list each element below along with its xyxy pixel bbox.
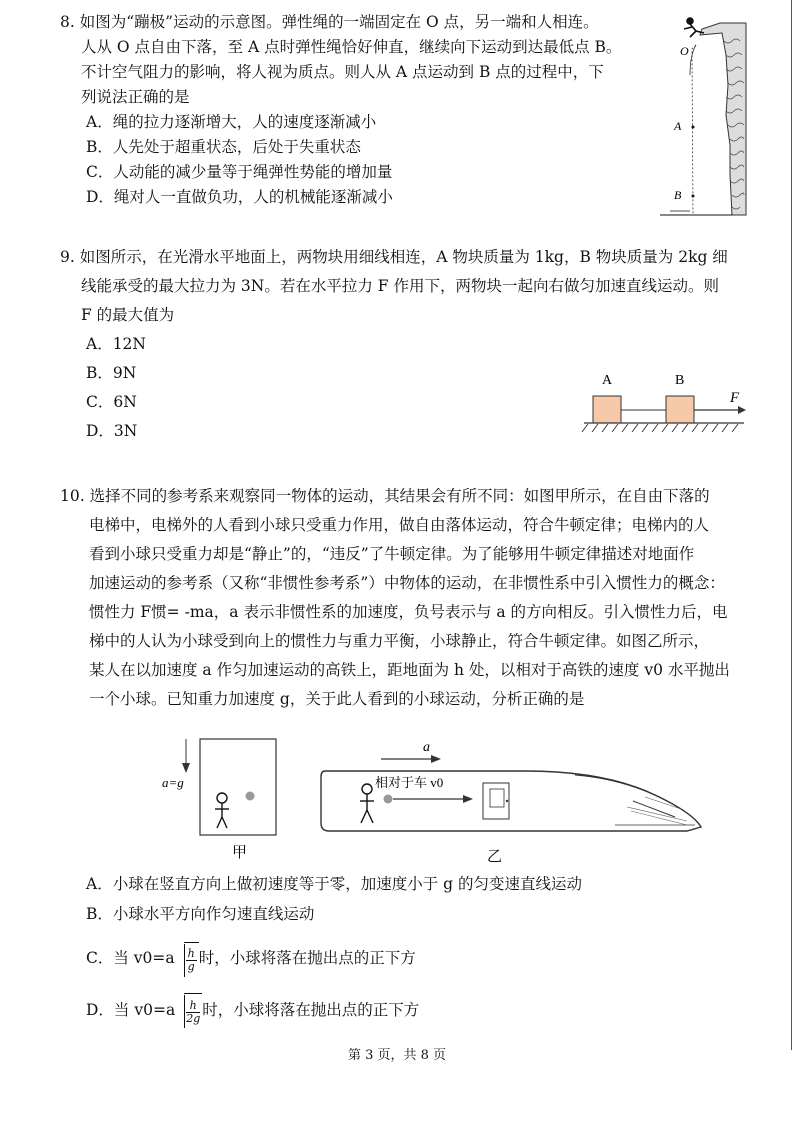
q8-label-b: B [674, 188, 682, 202]
question-8 [60, 10, 660, 210]
q10-option-d-num: h [186, 1000, 200, 1013]
q10-yi-accel-label: a [423, 740, 430, 755]
person-icon [215, 793, 229, 828]
q10-option-c[interactable] [86, 941, 776, 977]
accel-arrow-icon [431, 755, 441, 763]
q8-stem-line-2: 人从 O 点自由下落，至 A 点时弹性绳恰好伸直，继续向下运动到达最低点 B。 [81, 38, 622, 56]
q10-yi-rel-label: 相对于车 v0 [375, 775, 444, 790]
q10-option-c-den: g [187, 960, 195, 973]
q9-option-a[interactable]: A．12N [86, 335, 146, 353]
q10-jia-caption: 甲 [232, 845, 248, 861]
q9-number: 9. [60, 248, 75, 266]
q10-options [86, 872, 776, 1028]
block-a [593, 396, 621, 423]
q9-stem-line-3: F 的最大值为 [81, 306, 175, 324]
q8-stem-line [60, 10, 660, 35]
q9-stem-line-2: 线能承受的最大拉力为 3N。若在水平拉力 F 作用下，两物块一起向右做匀加速直线运动。则 [81, 277, 719, 295]
q10-figure-jia [160, 735, 290, 865]
q8-option-b[interactable]: B．人先处于超重状态，后处于失重状态 [86, 138, 361, 156]
q8-bungee-figure [660, 15, 750, 230]
q10-stem-line-3: 看到小球只受重力却是“静止”的，“违反”了牛顿定律。为了能够用牛顿定律描述对地面作 [89, 545, 695, 563]
down-arrow-icon [182, 763, 190, 773]
q10-option-c-num: h [187, 947, 195, 960]
q10-yi-caption: 乙 [487, 849, 503, 865]
q10-stem-line-6: 梯中的人认为小球受到向上的惯性力与重力平衡，小球静止，符合牛顿定律。如图乙所示， [89, 632, 710, 650]
elevator-box [200, 739, 276, 835]
q10-option-a[interactable]: A．小球在竖直方向上做初速度等于零，加速度小于 g 的匀变速直线运动 [86, 875, 582, 893]
q8-option-d[interactable]: D．绳对人一直做负功，人的机械能逐渐减小 [86, 188, 393, 206]
person-icon [360, 784, 374, 823]
q10-stem-line-1: 选择不同的参考系来观察同一物体的运动，其结果会有所不同：如图甲所示，在自由下落的 [89, 487, 710, 505]
q10-jia-accel-label: a=g [162, 775, 184, 790]
q10-figure-yi [315, 735, 710, 870]
q8-option-a[interactable]: A．绳的拉力逐渐增大，人的速度逐渐减小 [86, 113, 377, 131]
q10-option-d-prefix: D．当 v0=a [86, 1000, 176, 1019]
q9-option-d[interactable]: D．3N [86, 422, 138, 440]
ball-icon [246, 792, 255, 801]
q10-option-c-suffix: 时，小球将落在抛出点的正下方 [198, 949, 416, 967]
right-margin-rule [791, 0, 792, 1050]
ball-icon [384, 795, 393, 804]
sqrt-icon [175, 942, 199, 977]
block-b [666, 396, 694, 423]
q10-option-b[interactable]: B．小球水平方向作匀速直线运动 [86, 905, 315, 923]
q10-stem-line-5: 惯性力 F惯= -ma，a 表示非惯性系的加速度，负号表示与 a 的方向相反。引入惯性力后，电 [89, 603, 728, 621]
q10-stem-line-8: 一个小球。已知重力加速度 g，关于此人看到的小球运动，分析正确的是 [89, 690, 585, 708]
q10-stem-line-1-wrap [60, 484, 780, 509]
q8-option-c[interactable]: C．人动能的减少量等于绳弹性势能的增加量 [86, 163, 393, 181]
q8-number: 8. [60, 13, 75, 31]
q8-stem-line-4: 列说法正确的是 [81, 88, 190, 106]
q10-number: 10. [60, 487, 85, 505]
q9-stem-line-1-wrap [60, 245, 780, 270]
q9-stem-line-1: 如图所示，在光滑水平地面上，两物块用细线相连，A 物块质量为 1kg，B 物块质量为 2kg 细 [79, 248, 728, 266]
question-10 [60, 484, 780, 712]
q8-stem-line-3: 不计空气阻力的影响，将人视为质点。则人从 A 点运动到 B 点的过程中，下 [81, 63, 604, 81]
q10-option-d[interactable] [86, 993, 776, 1029]
q10-stem-line-2: 电梯中，电梯外的人看到小球只受重力作用，做自由落体运动，符合牛顿定律；电梯内的人 [89, 516, 710, 534]
q10-option-d-suffix: 时，小球将落在抛出点的正下方 [202, 1000, 420, 1019]
q10-stem-line-7: 某人在以加速度 a 作匀加速运动的高铁上，距地面为 h 处，以相对于高铁的速度 v0 水平抛出 [89, 661, 730, 679]
train-door [483, 783, 509, 819]
page-footer: 第 3 页，共 8 页 [347, 1048, 447, 1063]
q9-option-c[interactable]: C．6N [86, 393, 137, 411]
q9-blocks-figure [580, 368, 750, 438]
q10-stem-line-4: 加速运动的参考系（又称“非惯性参考系”）中物体的运动，在非惯性系中引入惯性力的概念： [89, 574, 725, 592]
q8-stem-line-1: 如图为“蹦极”运动的示意图。弹性绳的一端固定在 O 点，另一端和人相连。 [79, 13, 599, 31]
q9-option-b[interactable]: B．9N [86, 364, 137, 382]
sqrt-icon [175, 993, 202, 1028]
force-arrow-icon [738, 406, 746, 414]
q9-label-b: B [675, 373, 685, 388]
q8-label-o: O [680, 44, 689, 58]
q8-label-a: A [674, 119, 682, 133]
q10-option-d-den: 2g [186, 1011, 201, 1025]
velocity-arrow-icon [463, 795, 473, 803]
q9-label-a: A [602, 373, 613, 388]
q10-option-c-prefix: C．当 v0=a [86, 949, 175, 967]
q9-label-f: F [730, 390, 740, 406]
